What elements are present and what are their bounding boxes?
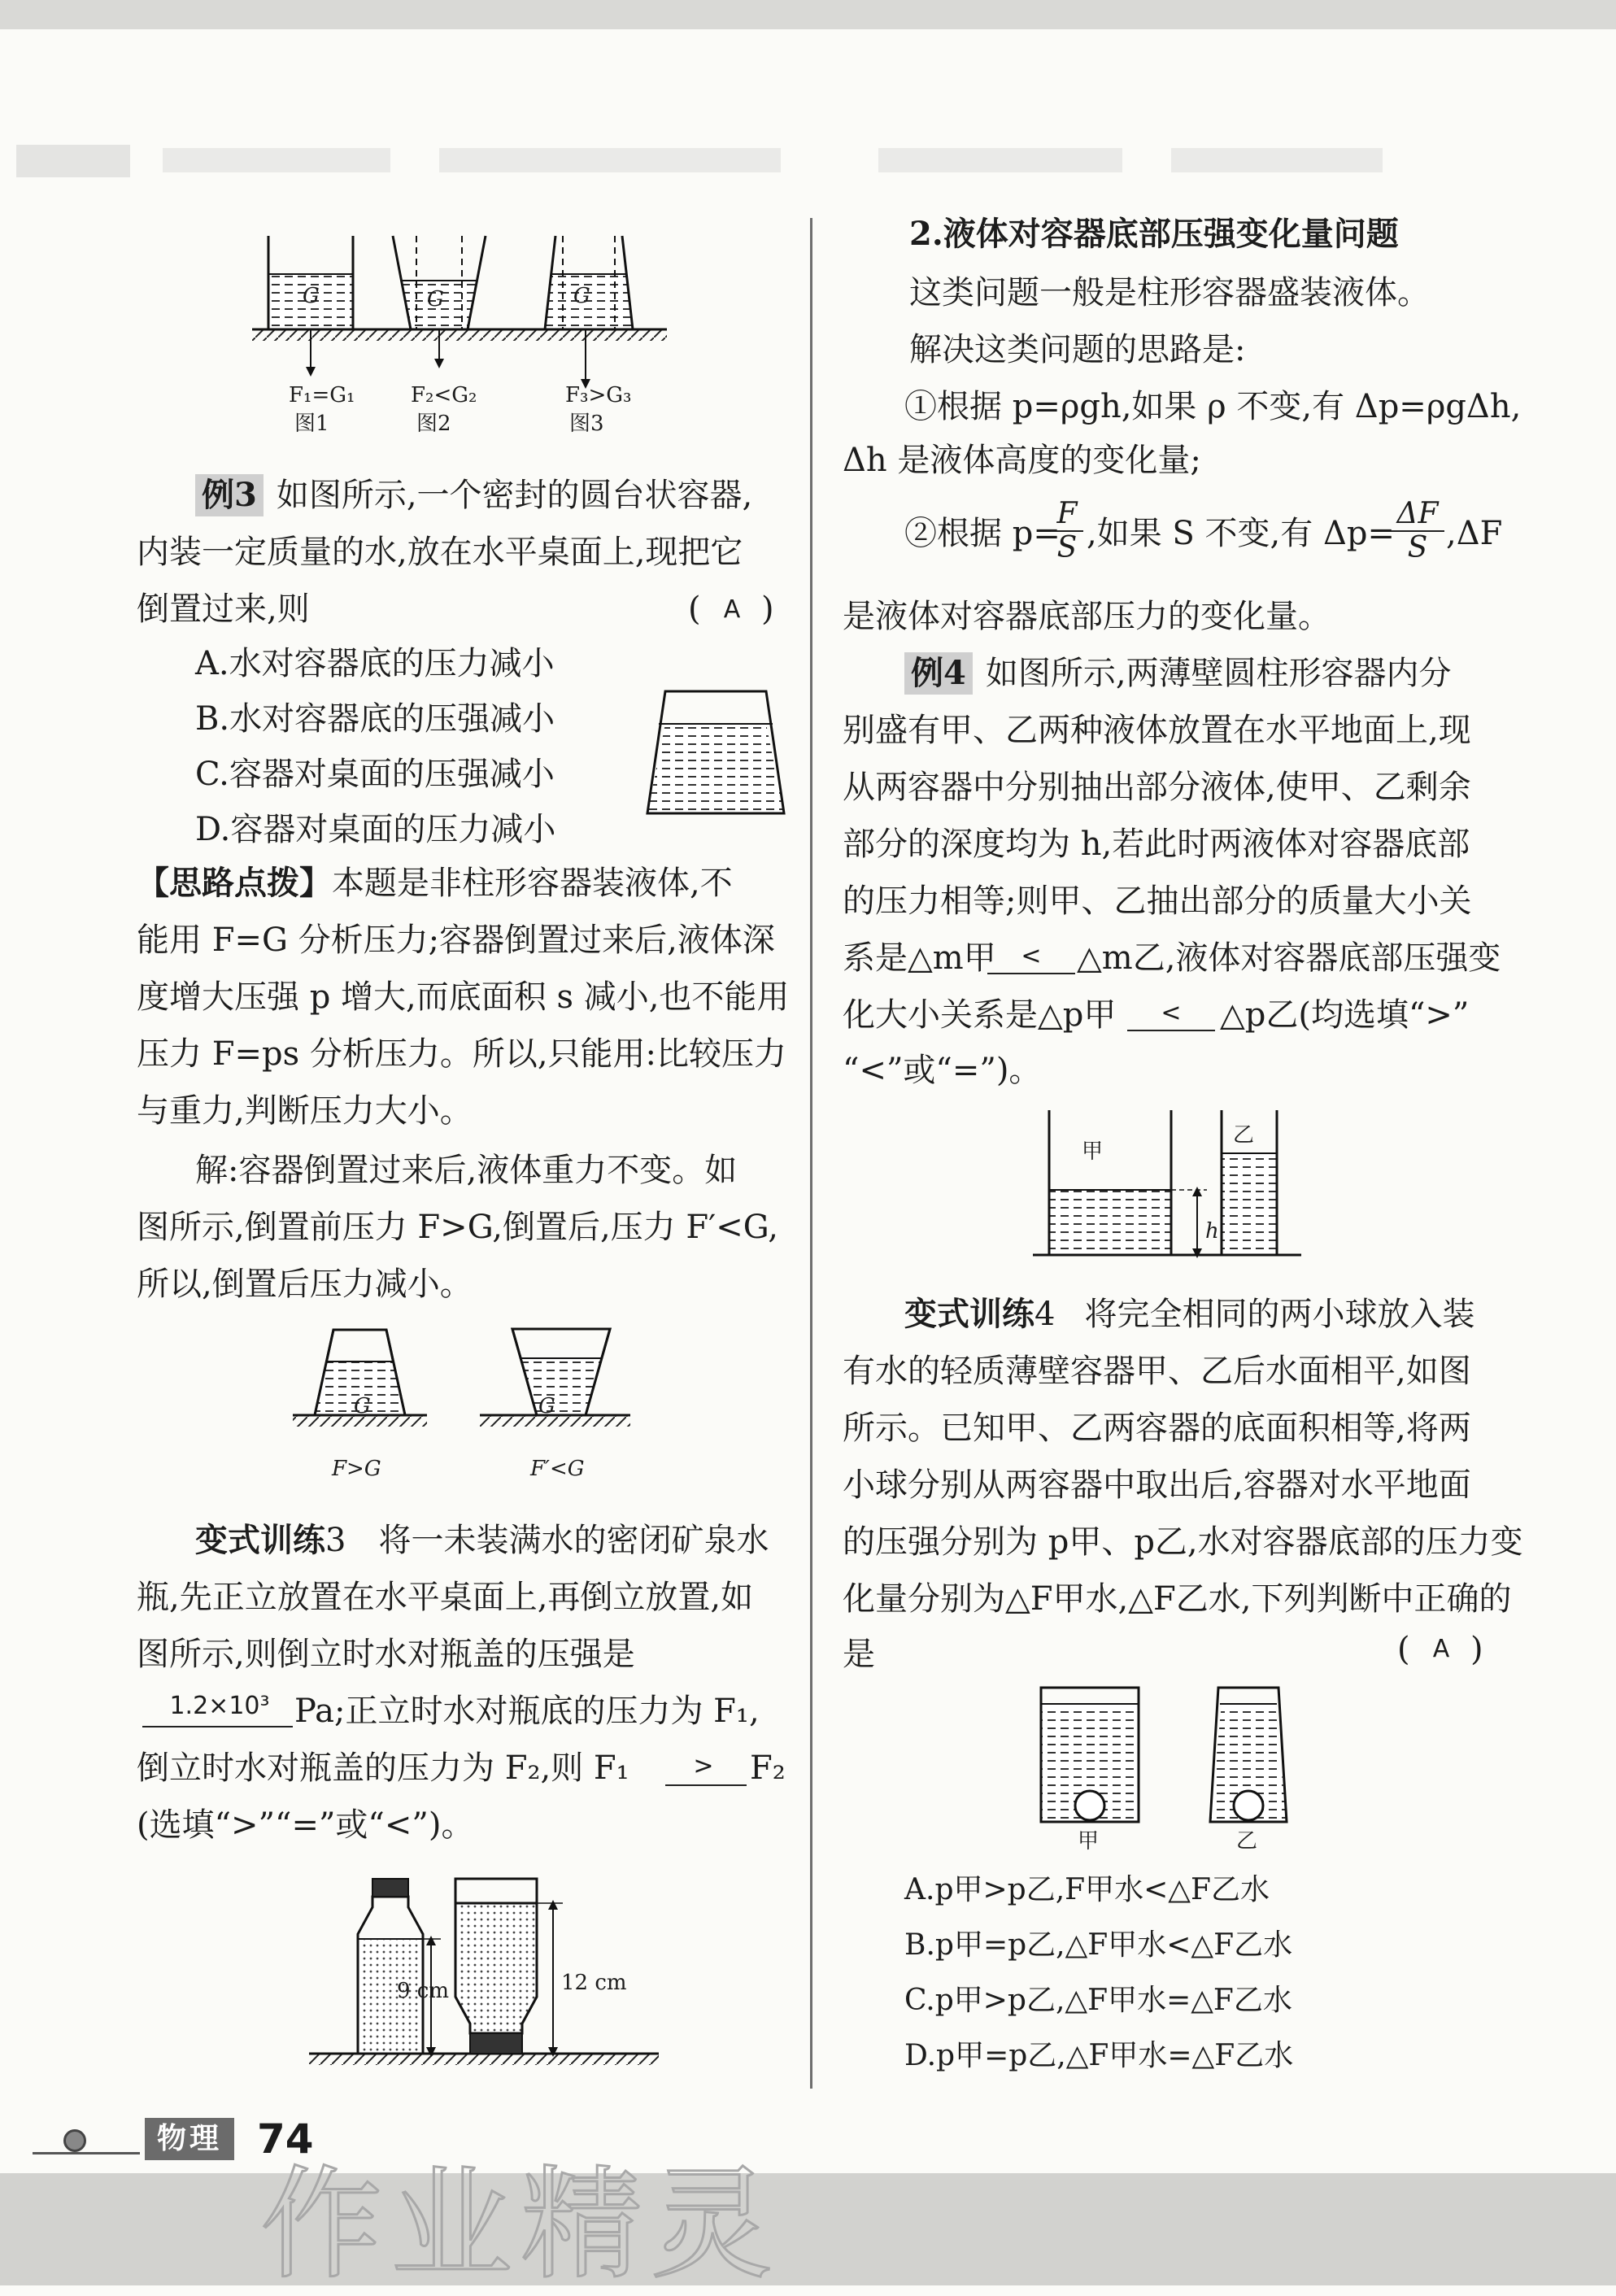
- fig-top-g1: G: [303, 284, 320, 308]
- fig-var4-jia: 甲: [1078, 1829, 1100, 1854]
- fig-mid-g1: G: [354, 1394, 371, 1418]
- ex4-line3: 从两容器中分别抽出部分液体,使甲、乙剩余: [843, 769, 1471, 806]
- fig-top-caption-2: F₂<G₂: [411, 383, 477, 407]
- var3-line6: (选填“>”“=”或“<”)。: [137, 1806, 474, 1844]
- fig-bottle-height-1: 9 cm: [397, 1979, 450, 2003]
- fig-top-caption-1: F₁=G₁: [289, 383, 355, 407]
- figure-frustum-container: [634, 683, 797, 817]
- ex4-answer-underline-2: [1127, 1030, 1215, 1031]
- ex3-answer: A: [723, 595, 741, 624]
- page-number: 74: [257, 2115, 314, 2163]
- figure-two-cylinders: [1033, 1106, 1318, 1269]
- sec2-line6: 是液体对容器底部压力的变化量。: [843, 598, 1331, 635]
- var4-option-d: D.p甲=p乙,△F甲水=△F乙水: [904, 2039, 1294, 2072]
- var3-line5-end: F₂: [750, 1749, 786, 1787]
- var4-line3: 所示。已知甲、乙两容器的底面积相等,将两: [843, 1409, 1471, 1447]
- ex3-option-b: B.水对容器底的压强减小: [195, 700, 555, 738]
- var4-answer: A: [1432, 1635, 1450, 1663]
- bottom-scan-band: [0, 2173, 1616, 2285]
- analysis-line3: 度增大压强 p 增大,而底面积 s 减小,也不能用: [137, 978, 790, 1016]
- sec2-line1: 这类问题一般是柱形容器盛装液体。: [909, 274, 1430, 312]
- ex4-line1: 例4 如图所示,两薄壁圆柱形容器内分: [904, 652, 1452, 695]
- var3-answer-compare: >: [693, 1752, 714, 1780]
- fig-mid-caption-1: F>G: [332, 1457, 381, 1481]
- ex4-line8: “<”或“=”)。: [843, 1052, 1042, 1089]
- analysis-line5: 与重力,判断压力大小。: [137, 1092, 473, 1130]
- ex4-line7a: 化大小关系是△p甲: [843, 996, 1117, 1034]
- ex4-line6a: 系是△m甲: [843, 939, 996, 977]
- var4-paren-open: (: [1397, 1631, 1410, 1668]
- fig-bottle-height-2: 12 cm: [561, 1971, 627, 1995]
- ex3-paren-close: ): [761, 590, 774, 628]
- sec2-line2: 解决这类问题的思路是:: [909, 331, 1246, 368]
- var4-option-c: C.p甲>p乙,△F甲水=△F乙水: [904, 1984, 1292, 2017]
- var4-line6: 化量分别为△F甲水,△F乙水,下列判断中正确的: [843, 1580, 1512, 1618]
- figure-containers-with-balls: [1033, 1684, 1301, 1830]
- fig-top-caption-3: F₃>G₃: [565, 383, 632, 407]
- fig-top-label-2: 图2: [416, 412, 451, 436]
- var4-option-a: A.p甲>p乙,F甲水<△F乙水: [904, 1873, 1270, 1906]
- frac-df-over-s: ΔF S: [1391, 498, 1444, 564]
- ex4-label: 例4: [904, 652, 973, 695]
- ex3-line1: 例3 如图所示,一个密封的圆台状容器,: [195, 474, 752, 516]
- ex4-line6b: △m乙,液体对容器底部压强变: [1077, 939, 1501, 977]
- var3-label: 变式训练: [195, 1521, 325, 1559]
- fig-ex4-jia: 甲: [1082, 1139, 1104, 1164]
- var4-line1: 变式训练4 将完全相同的两小球放入装: [904, 1295, 1475, 1333]
- var4-line4: 小球分别从两容器中取出后,容器对水平地面: [843, 1466, 1471, 1504]
- ex4-line7b: △p乙(均选填“>”: [1220, 996, 1470, 1034]
- ex4-line5: 的压力相等;则甲、乙抽出部分的质量大小关: [843, 882, 1472, 920]
- ex3-option-c: C.容器对桌面的压强减小: [195, 756, 555, 793]
- watermark: 作业精灵: [260, 2154, 782, 2296]
- var4-label: 变式训练: [904, 1295, 1035, 1333]
- fig-top-g3: G: [573, 284, 590, 308]
- ex3-line3: 倒置过来,则: [137, 590, 310, 628]
- fig-top-g2: G: [427, 287, 444, 312]
- analysis-line4: 压力 F=ps 分析压力。所以,只能用:比较压力: [137, 1035, 787, 1073]
- ex4-answer-mass: <: [1021, 942, 1042, 970]
- fig-top-label-3: 图3: [569, 412, 604, 436]
- var4-line2: 有水的轻质薄壁容器甲、乙后水面相平,如图: [843, 1353, 1471, 1390]
- figure-upright-inverted: [285, 1326, 642, 1440]
- ex4-answer-pressure: <: [1161, 999, 1182, 1027]
- var3-answer-underline-1: [142, 1726, 293, 1727]
- bleed-through-header: [16, 137, 1594, 194]
- ex3-line2: 内装一定质量的水,放在水平桌面上,现把它: [137, 534, 743, 571]
- var3-line4: Pa;正立时水对瓶底的压力为 F₁,: [294, 1693, 760, 1730]
- var3-answer-underline-2: [665, 1784, 747, 1786]
- var3-answer-pressure: 1.2×10³: [169, 1692, 270, 1720]
- solution-line3: 所以,倒置后压力减小。: [137, 1266, 473, 1303]
- sec2-title: 2.液体对容器底部压强变化量问题: [909, 215, 1399, 253]
- fig-var4-yi: 乙: [1236, 1829, 1258, 1854]
- frac-f-over-s: F S: [1051, 498, 1083, 564]
- analysis-head: 【思路点拨】: [137, 864, 332, 902]
- ex4-line2: 别盛有甲、乙两种液体放置在水平地面上,现: [843, 712, 1471, 749]
- var3-line5: 倒立时水对瓶盖的压力为 F₂,则 F₁: [137, 1749, 629, 1787]
- var4-option-b: B.p甲=p乙,△F甲水<△F乙水: [904, 1928, 1293, 1962]
- var3-line3: 图所示,则倒立时水对瓶盖的压强是: [137, 1636, 635, 1673]
- ex3-paren-open: (: [688, 590, 701, 628]
- ex3-option-a: A.水对容器底的压力减小: [195, 645, 555, 682]
- sec2-line5-mid: ,如果 S 不变,有 Δp=: [1087, 515, 1395, 552]
- sec2-line4: Δh 是液体高度的变化量;: [843, 442, 1201, 479]
- solution-line2: 图所示,倒置前压力 F>G,倒置后,压力 F′<G,: [137, 1209, 778, 1246]
- fig-top-label-1: 图1: [294, 412, 329, 436]
- fig-ex4-h: h: [1205, 1219, 1219, 1244]
- footer-subject: 物理: [145, 2118, 234, 2160]
- analysis-line2: 能用 F=G 分析压力;容器倒置过来后,液体深: [137, 921, 775, 959]
- var3-line1: 变式训练3 将一未装满水的密闭矿泉水: [195, 1521, 769, 1559]
- sec2-line5: ②根据 p=: [904, 515, 1061, 552]
- var3-line2: 瓶,先正立放置在水平桌面上,再倒立放置,如: [137, 1579, 754, 1616]
- fig-ex4-yi: 乙: [1233, 1123, 1255, 1148]
- ex3-option-d: D.容器对桌面的压力减小: [195, 811, 556, 848]
- sec2-line5-end: ,ΔF: [1446, 515, 1503, 552]
- footer-rule: [33, 2152, 140, 2154]
- analysis-line1: 【思路点拨】本题是非柱形容器装液体,不: [137, 864, 733, 902]
- fig-mid-caption-2: F′<G: [530, 1457, 585, 1481]
- ex3-label: 例3: [195, 474, 264, 516]
- ex4-answer-underline-1: [987, 973, 1075, 974]
- top-scan-band: [0, 0, 1616, 29]
- fig-mid-g2: G: [538, 1394, 555, 1418]
- var4-line5: 的压强分别为 p甲、p乙,水对容器底部的压力变: [843, 1523, 1523, 1561]
- column-divider: [810, 218, 812, 2089]
- ex4-line4: 部分的深度均为 h,若此时两液体对容器底部: [843, 826, 1470, 863]
- var4-line7: 是: [843, 1636, 875, 1673]
- sec2-line3: ①根据 p=ρgh,如果 ρ 不变,有 Δp=ρgΔh,: [904, 388, 1522, 425]
- footer-bullet-icon: [63, 2129, 86, 2152]
- solution-line1: 解:容器倒置过来后,液体重力不变。如: [195, 1152, 738, 1189]
- var4-paren-close: ): [1470, 1631, 1483, 1668]
